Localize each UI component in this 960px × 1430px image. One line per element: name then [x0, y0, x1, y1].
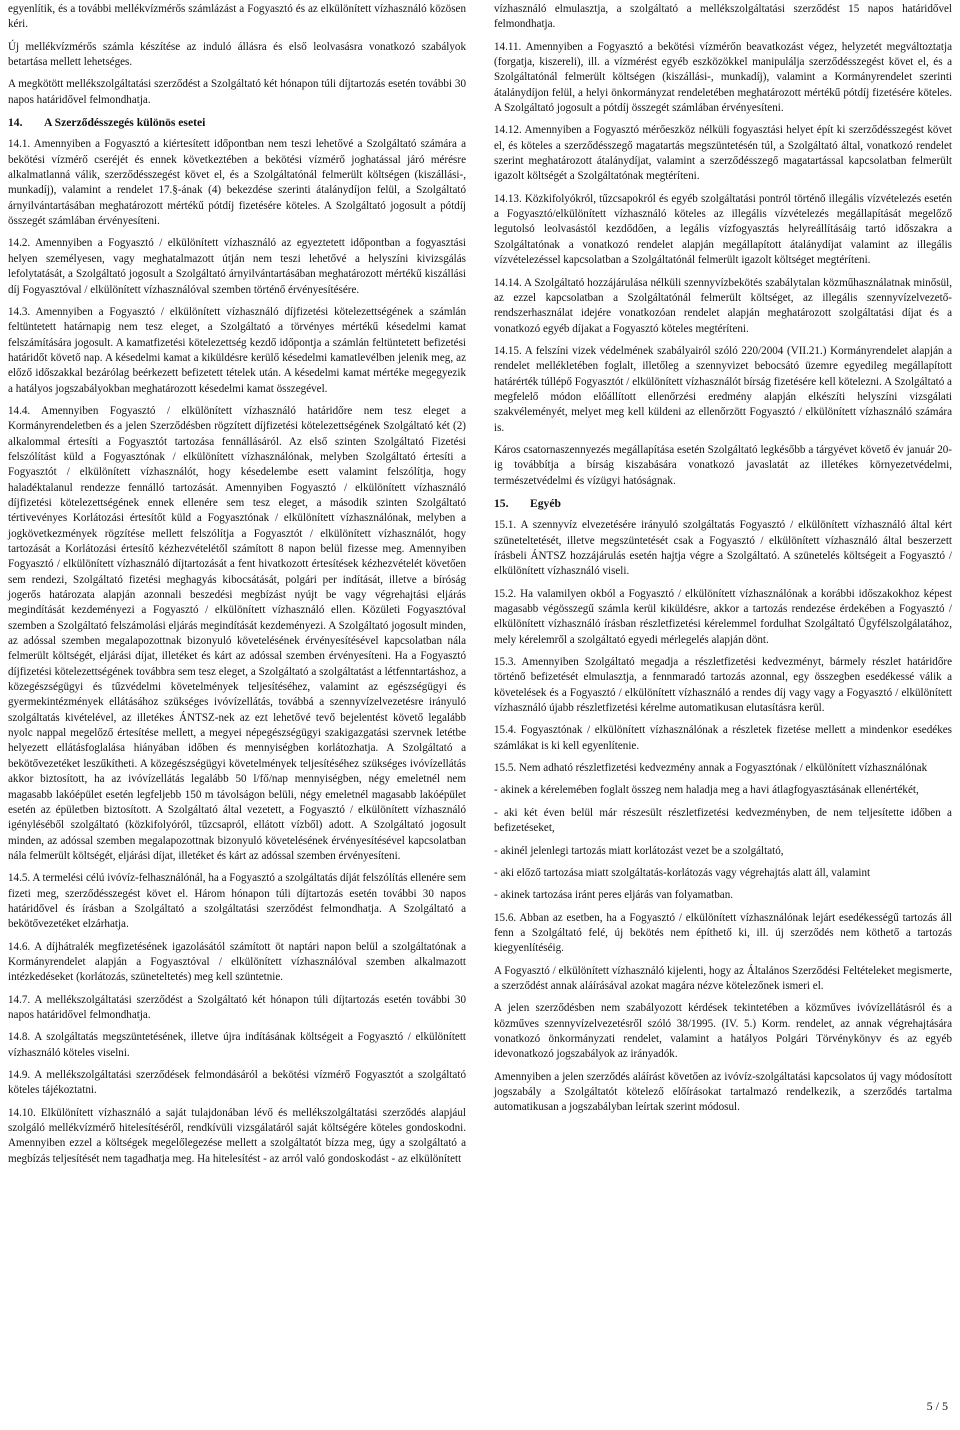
paragraph: vízhasználó elmulasztja, a szolgáltató a mellékszolgáltatási szerződést 15 napos határidővel felmondhatja. [494, 3, 952, 31]
paragraph: Új mellékvízmérős számla készítése az induló állásra és első leolvasásra vonatkozó szabályok betartása mellett lehetséges. [8, 40, 466, 69]
paragraph: A Fogyasztó / elkülönített vízhasználó kijelenti, hogy az Általános Szerződési Feltételeket megismerte, a szerződést annak aláírásával azokat magára nézve kötelezőnek ismeri el. [494, 964, 952, 992]
list-item: - aki két éven belül már részesült részletfizetési kedvezményben, de nem teljesítette időben a befizetéseket, [494, 806, 952, 835]
paragraph: 14.8. A szolgáltatás megszüntetésének, illetve újra indításának költségeit a Fogyasztó / elkülönített vízhasználó köteles viselni. [8, 1031, 466, 1059]
paragraph: 15.1. A szennyvíz elvezetésére irányuló szolgáltatás Fogyasztó / elkülönített vízhasználó által kért szüneteltetését, illetve megszüntetését csak a Fogyasztó / elkülönített vízhasználó által beszerzett írásbeli ÁNTSZ hozzájárulás esetén hajtja végre a Szolgáltató. A szünetelés költségeit a Fogyasztó / elkülönített vízhasználó viseli. [494, 519, 952, 578]
list-item: - akinek tartozása iránt peres eljárás van folyamatban. [494, 889, 734, 902]
paragraph: 14.7. A mellékszolgáltatási szerződést a Szolgáltató két hónapon túli díjtartozás esetén további 30 napos határidővel felmondhatja. [8, 993, 466, 1021]
paragraph: 15.6. Abban az esetben, ha a Fogyasztó / elkülönített vízhasználónak lejárt esedékességű tartozás áll fenn a Szolgáltató felé, új bekötés nem építhető ki, ill. új szerződés nem köthető a tartozás kiegyenlítéséig. [494, 911, 952, 955]
paragraph: 14.12. Amennyiben a Fogyasztó mérőeszköz nélküli fogyasztási helyet épít ki szerződésszegést követ el, és köteles a szerződésszegő magatartás megszüntetésén túl, a Szolgáltató által, vonatkozó rendelet szerint meghatározott átalánydíjat, valamint a szerződésszegő magatartással kapcsolatban felmerült igazolt költségét a Szolgáltatónak megtéríteni. [494, 124, 952, 183]
list-item: - akinek a kérelemében foglalt összeg nem haladja meg a havi átlagfogyasztásának ellenértékét, [494, 784, 919, 797]
paragraph: A megkötött mellékszolgáltatási szerződést a Szolgáltató két hónapon túli díjtartozás esetén további 30 napos határidővel felmondhatja. [8, 78, 466, 106]
list-item: - aki előző tartozása miatt szolgáltatás-korlátozás vagy végrehajtás alatt áll, valamint [494, 866, 871, 879]
paragraph: 14.5. A termelési célú ivóvíz-felhasználónál, ha a Fogyasztó a szolgáltatás díját felszólítás ellenére sem fizeti meg, szerződésszegést követ el. Három hónapon túli díjtartozás esetén további 30 napos határidővel és írásban a Szolgáltató a szolgáltatási szerződést felmondhatja. A Szolgáltató a bekötővezetéket elzárhatja. [8, 872, 466, 931]
paragraph: 15.2. Ha valamilyen okból a Fogyasztó / elkülönített vízhasználónak a korábbi időszakokhoz képest magasabb végösszegű számla kerül kiküldésre, akkor a tartozás rendezése érdekében a Fogyasztó / elkülönített vízhasználó írásban részletfizetési kérelemmel fordulhat Szolgáltató Ügyfélszolgálatához, mely kérelemről a szolgáltató egyedi mérlegelés alapján dönt. [494, 587, 952, 646]
section-heading [8, 115, 466, 130]
section-number: 14. [8, 116, 23, 130]
list-item: - akinél jelenlegi tartozás miatt korlátozást vezet be a szolgáltató, [494, 844, 784, 857]
paragraph: 14.4. Amennyiben Fogyasztó / elkülönített vízhasználó határidőre nem tesz eleget a Kormányrendeletben és a jelen Szerződésben rögzített díjfizetési kötelezettségének Szolgáltató két (2) alkalommal értesíti a Fogyasztót tartozása fennállásáról. Az első szinten Szolgáltató Fizetési felszólítást küld a Fogyasztónak / elkülönített vízhasználónak, melyben Szolgáltató értesíti a Fogyasztót / elkülönített vízhasználót, hogy késedelembe esett valamint felszólítja, hogy haladéktalanul rendezze fennálló tartozását. Amennyiben Fogyasztó / elkülönített vízhasználó díjfizetési kötelezettségének ennek ellenére sem tesz eleget, a második szinten Szolgáltató tértivevényes Korlátozási értesítőt küld a Fogyasztónak / elkülönített vízhasználónak, melyben a jogkövetkezmények rögzítése mellett felszólítja a Fogyasztót / elkülönített vízhasználót, hogy tartozását a Korlátozási értesítő kézhezvételétől számított 8 napon belül fizesse meg. Amennyiben Fogyasztó / elkülönített vízhasználó díjtartozását a fent hivatkozott értesítések kézhezvételét követően sem rendezi, Szolgáltató fizetési meghagyás kibocsátását, polgári per indítását, illetve a bíróság jogerős határozata alapján azonnali beszedési megbízást nyújt be vagy végrehajtási eljárás megindítását kezdeményezi a Fogyasztó / elkülönített vízhasználó ellen. Közületi Fogyasztóval szemben a Szolgáltató felszámolási eljárás megindítását kezdeményezi. A Szolgáltató jogosult minden, az adóssal szemben megalapozottnak bizonyuló követelésének érvényesítésével kapcsolatban nála felmerült költségét, eljárási díjat, illetéket és kárt az adóssal szemben érvényesíteni. Ha a Fogyasztó díjfizetési kötelezettségének továbbra sem tesz eleget, a Szolgáltató a szolgáltatást a létfenntartáshoz, a közegészségügyi és tűzvédelmi követelmények teljesítéséhez, valamint az egészségügyi és gyermekintézmények ellátásához szükséges ivóvízellátás, továbbá a szennyvízelvezetésre irányuló szolgáltatás kivételével, az illetékes ÁNTSZ-nek az ezt lehetővé tevő bejelentést követő legalább nyolc nappal megelőző értesítése mellett, a megyei népegészségügyi szakigazgatási szervnek letétbe helyezett ellátásfoglalása hiányában időben és mennyiségben korlátozhatja. A Szolgáltató a bekötővezetéket leszűkítheti. A közegészségügyi követelmények teljesítéséhez szükséges ivóvízellátás akkor biztosított, ha az ivóvízellátás legalább 50 l/fő/nap mennyiségben, négy emeletnél nem magasabb lakóépület esetén legfeljebb 150 m távolságon belüli, négy emeletnél magasabb lakóépület esetén az épületben biztosított. A Szolgáltató által vezetett, a Fogyasztó / elkülönített vízhasználó igényléséből szolgáltató (közkifolyóról, tűzcsapról, ellátott vízből) adott. A Szolgáltató jogosult minden, az adóssal szemben megalapozottnak bizonyuló követelésének érvényesítésével kapcsolatban nála felmerült költségét, eljárási díjat, illetéket és kárt az adóssal szemben érvényesíteni. [8, 404, 466, 862]
paragraph: 14.14. A Szolgáltató hozzájárulása nélküli szennyvízbekötés szabálytalan közműhasználatnak minősül, az ezzel kapcsolatban a Szolgáltatónál felmerült költséget, az illegális szennyvízelvezető-rendszerhasználat idejére vonatkozóan rendelet alapján meghatározott szolgáltatási díjat és a vonatkozó egyéb díjakat a Fogyasztó köteles megtéríteni. [494, 276, 952, 335]
paragraph: 15.4. Fogyasztónak / elkülönített vízhasználónak a részletek fizetése mellett a mindenkor esedékes számlákat is ki kell egyenlítenie. [494, 724, 952, 752]
paragraph: Amennyiben a jelen szerződés aláírást követően az ivóvíz-szolgáltatási kapcsolatos új vagy módosított jogszabály a Szolgáltatót kötelező előírásokat tartalmazó rendelkezik, a szerződés tartalma automatikusan a jogszabályban leírtak szerint módosul. [494, 1070, 952, 1114]
paragraph: 14.3. Amennyiben a Fogyasztó / elkülönített vízhasználó díjfizetési kötelezettségének a számlán feltüntetett határnapig nem tesz eleget, a Szolgáltató a törvényes mértékű késedelmi kamat felszámítására jogosult. A kamatfizetési kötelezettség kezdő időpontja a számlán feltüntetett befizetési határidőt követő nap. A késedelmi kamat a kiküldésre kerülő késedelmi kamatlevélben jelenik meg, az előző időszakkal bezárólag beérkezett befizetett tételek után. A késedelmi kamat mértéke megegyezik a hatályos jogszabályokban meghatározott késedelmi kamat összegével. [8, 305, 466, 395]
page-number: 5 / 5 [926, 1399, 948, 1413]
paragraph: 14.13. Közkifolyókról, tűzcsapokról és egyéb szolgáltatási pontról történő illegális vízvételezés esetén a Fogyasztó/elkülönített vízhasználó köteles az illegális vízvételezés megállapítását megelőző legutolsó leolvasástól kezdődően, a legális vízfogyasztás helyreállításáig tartó időszakra a Szolgáltatónak a vonatkozó rendelet alapján megállapított átalánydíjat valamint az illegális vízvételezéssel kapcsolatban a Szolgáltatónál felmerült igazolt költséget megtéríteni. [494, 192, 952, 267]
paragraph: 14.1. Amennyiben a Fogyasztó a kiértesített időpontban nem teszi lehetővé a Szolgáltató számára a bekötési vízmérő cseréjét és ennek következtében a bekötési vízmérő joghatással járó mérésre alkalmatlanná válik, szerződésszegést követ el, és a Szolgáltatónál felmerült költségen (kiszállási-, munkadíj), valamint a rendelet 17.§-ának (4) bekezdése szerinti átalánydíjon felül, a Szolgáltató árnyilvántartásában meghatározott mértékű pótdíj fizetésére köteles. A Szolgáltató jogosult a pótdíj összegét számlában érvényesíteni. [8, 138, 466, 228]
paragraph: 14.9. A mellékszolgáltatási szerződések felmondásáról a bekötési vízmérő Fogyasztót a szolgáltató köteles tájékoztatni. [8, 1069, 466, 1097]
paragraph: A jelen szerződésben nem szabályozott kérdések tekintetében a közműves ivóvízellátásról és a közműves szennyvízelvezetésről szóló 38/1995. (IV. 5.) Korm. rendelet, az annak végrehajtására vonatkozó önkormányzati rendelet, valamint a hatályos Polgári Törvénykönyv és az egyéb idevonatkozó jogszabályok az irányadók. [494, 1002, 952, 1061]
paragraph: 14.10. Elkülönített vízhasználó a saját tulajdonában lévő és mellékszolgáltatási szerződés alapjául szolgáló mellékvízmérő hitelesítéséről, rendkívüli vizsgálatáról saját költségére köteles gondoskodni. Amennyiben ezzel a költségek megelőlegezése mellett a szolgáltatót bízza meg, úgy a szolgáltató a megbízás teljesítését nem tagadhatja meg. Ha hitelesítést - az arról való gondoskodást - az elkülönített [8, 1106, 466, 1165]
left-column [8, 2, 466, 1174]
section-title: Egyéb [530, 496, 561, 510]
paragraph: 14.2. Amennyiben a Fogyasztó / elkülönített vízhasználó az egyeztetett időpontban a fogyasztási helyen személyesen, vagy meghatalmazott útján nem teszi lehetővé a helyszíni kivizsgálás lefolytatását, a Szolgáltató jogosult a Szolgáltató árnyilvántartásában meghatározott mértékű kiszállási díj Fogyasztóval / elkülönített vízhasználóval szemben történő érvényesítésére. [8, 237, 466, 296]
right-column [494, 2, 952, 1123]
paragraph: 14.15. A felszíni vizek védelmének szabályairól szóló 220/2004 (VII.21.) Kormányrendelet alapján a rendelet mellékletében foglalt, illetőleg a szennyvizet bebocsátó üzemre egyedileg megállapított határérték túllépő Fogyasztót / elkülönített vízhasználót bírság fizetésére kell kötelezni. A Szolgáltató a megfelelő módon előállított ellenőrzési eredmény alapján elkészíti helyszíni vizsgálati szakvéleményét, melyet meg kell küldeni az ellenőrzött Fogyasztó / elkülönített vízhasználó számára is. [494, 344, 952, 434]
paragraph: 14.11. Amennyiben a Fogyasztó a bekötési vízmérőn beavatkozást végez, helyzetét megváltoztatja (forgatja, kiszereli), ill. a vízmérést egyéb eszközökkel manipulálja szerződésszegést követ el, és a Szolgáltatónál felmerült költségen (kiszállási-, munkadíj), valamint a Kormányrendelet szerinti átalánydíjon felül, a helyi önkormányzat rendeletében meghatározott mértékű pótdíj fizetésére köteles. A Szolgáltató jogosult a pótdíj összegét számlában érvényesíteni. [494, 40, 952, 115]
paragraph: Káros csatornaszennyezés megállapítása esetén Szolgáltató legkésőbb a tárgyévet követő év január 20-ig továbbítja a bírság kiszabására vonatkozó javaslatát az illetékes környezetvédelmi, természetvédelmi és vízügyi hatóságnak. [494, 443, 952, 487]
section-title: A Szerződésszegés különös esetei [44, 116, 206, 130]
paragraph: egyenlítik, és a további mellékvízmérős számlázást a Fogyasztó és az elkülönített vízhasználó közösen kéri. [8, 3, 466, 31]
paragraph: 15.3. Amennyiben Szolgáltató megadja a részletfizetési kedvezményt, bármely részlet határidőre történő befizetését elmulasztja, a fennmaradó tartozás azonnal, egy összegben esedékessé válik a követelések és a Fogyasztó / elkülönített vízhasználó a rendes díj vagy vagy a Fogyasztó / elkülönített vízhasználó újabb részletfizetési kérelme automatikusan elutasításra kerül. [494, 656, 952, 715]
paragraph: 15.5. Nem adható részletfizetési kedvezmény annak a Fogyasztónak / elkülönített vízhasználónak [494, 762, 928, 775]
section-number: 15. [494, 496, 509, 510]
two-column-layout [8, 2, 952, 1174]
paragraph: 14.6. A díjhátralék megfizetésének igazolásától számított öt naptári napon belül a szolgáltatónak a Kormányrendelet alapján a Fogyasztóval / elkülönített vízhasználóval szemben alkalmazott intézkedéseket (korlátozás, szüneteltetés) meg kell szüntetnie. [8, 940, 466, 984]
section-heading [494, 496, 952, 511]
